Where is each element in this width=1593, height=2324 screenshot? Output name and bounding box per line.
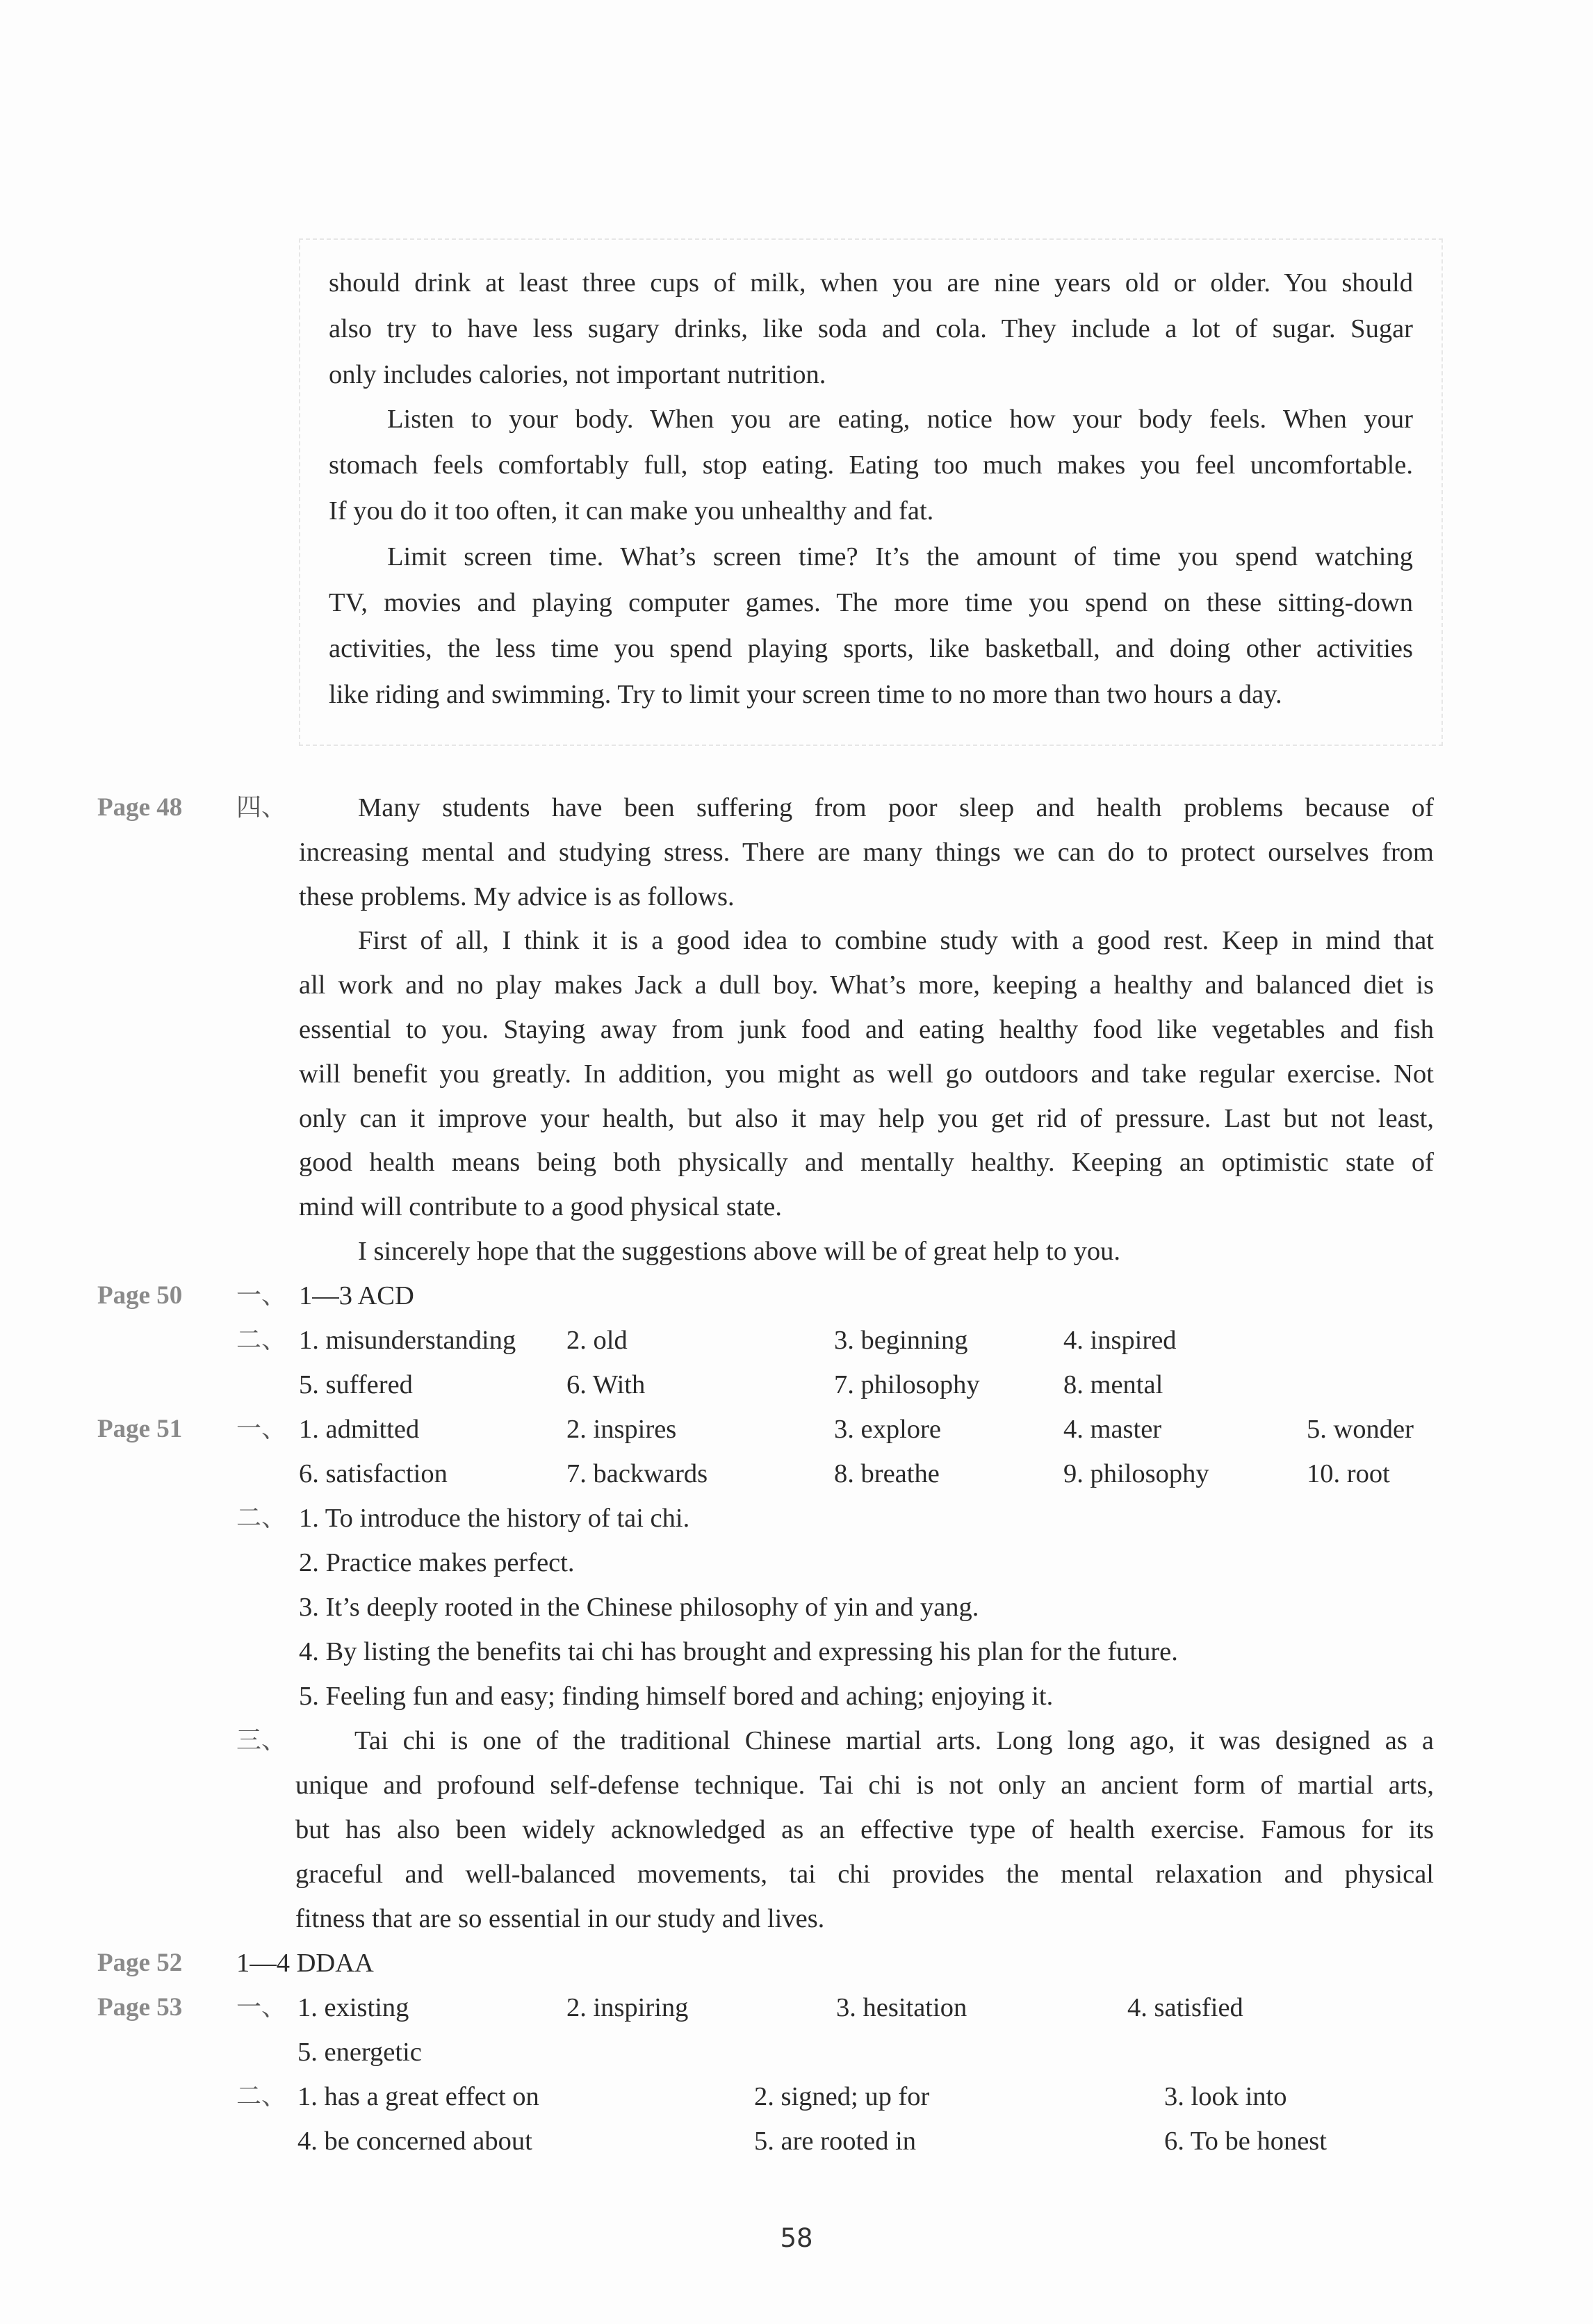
answer-item: 1. admitted — [299, 1415, 420, 1444]
answer-item: 5. suffered — [299, 1370, 413, 1399]
essay-line: unique and profound self-defense technique. Tai chi is not only an ancient form of martial arts, — [295, 1771, 1434, 1800]
answer-item: 3. hesitation — [836, 1993, 967, 2022]
answer-key: 1—3 ACD — [299, 1281, 414, 1310]
passage-line: Limit screen time. What’s screen time? It’s the amount of time you spend watching — [387, 542, 1413, 571]
answer-item: 6. With — [566, 1370, 646, 1399]
section-marker-4: 四、 — [236, 793, 287, 822]
answer-item: 2. inspiring — [566, 1993, 689, 2022]
answer-item: 10. root — [1307, 1459, 1390, 1488]
section-marker-1: 一、 — [236, 1415, 287, 1443]
essay-line: I sincerely hope that the suggestions above will be of great help to you. — [358, 1237, 1120, 1266]
answer-item: 4. satisfied — [1127, 1993, 1243, 2022]
essay-line: all work and no play makes Jack a dull boy. What’s more, keeping a healthy and balanced diet is — [299, 970, 1434, 1000]
essay-line: Tai chi is one of the traditional Chinese martial arts. Long long ago, it was designed as a — [354, 1726, 1434, 1755]
answer-item: 7. backwards — [566, 1459, 708, 1488]
passage-line: TV, movies and playing computer games. The more time you spend on these sitting-down — [329, 588, 1413, 617]
answer-item: 4. inspired — [1063, 1326, 1177, 1355]
page-number: 58 — [780, 2223, 813, 2253]
answer-item: 2. signed; up for — [754, 2082, 930, 2111]
answer-item: 1. misunderstanding — [299, 1326, 516, 1355]
passage-line: also try to have less sugary drinks, like soda and cola. They include a lot of sugar. Sugar — [329, 314, 1413, 343]
page-label-50: Page 50 — [97, 1281, 183, 1310]
answer-item: 4. master — [1063, 1415, 1162, 1444]
passage-line: Listen to your body. When you are eating, notice how your body feels. When your — [387, 405, 1413, 434]
answer-item: 5. energetic — [297, 2038, 422, 2067]
section-marker-1: 一、 — [236, 1281, 287, 1310]
essay-line: First of all, I think it is a good idea to combine study with a good rest. Keep in mind that — [358, 926, 1434, 955]
essay-line: graceful and well-balanced movements, tai chi provides the mental relaxation and physical — [295, 1860, 1434, 1889]
answer-item: 6. satisfaction — [299, 1459, 448, 1488]
answer-item: 2. old — [566, 1326, 628, 1355]
answer-key: 1—4 DDAA — [236, 1949, 374, 1978]
section-marker-2: 二、 — [236, 1504, 287, 1532]
passage-line: If you do it too often, it can make you unhealthy and fat. — [329, 496, 934, 526]
essay-line: only can it improve your health, but also it may help you get rid of pressure. Last but not least, — [299, 1104, 1434, 1133]
answer-item: 7. philosophy — [834, 1370, 980, 1399]
passage-line: activities, the less time you spend playing sports, like basketball, and doing other activities — [329, 634, 1413, 663]
passage-line: like riding and swimming. Try to limit your screen time to no more than two hours a day. — [329, 680, 1282, 709]
essay-line: fitness that are so essential in our study and lives. — [295, 1904, 825, 1933]
essay-line: essential to you. Staying away from junk food and eating healthy food like vegetables and fish — [299, 1015, 1434, 1044]
page-label-53: Page 53 — [97, 1993, 183, 2022]
section-marker-2: 二、 — [236, 2082, 287, 2111]
answer-item: 1. has a great effect on — [297, 2082, 539, 2111]
essay-line: Many students have been suffering from poor sleep and health problems because of — [358, 793, 1434, 822]
answer-item: 8. breathe — [834, 1459, 940, 1488]
passage-line: stomach feels comfortably full, stop eating. Eating too much makes you feel uncomfortable. — [329, 450, 1413, 480]
essay-line: will benefit you greatly. In addition, you might as well go outdoors and take regular exercise. Not — [299, 1059, 1434, 1089]
section-marker-2: 二、 — [236, 1326, 287, 1354]
passage-line: should drink at least three cups of milk, when you are nine years old or older. You should — [329, 268, 1413, 298]
essay-line: good health means being both physically and mentally healthy. Keeping an optimistic state of — [299, 1148, 1434, 1177]
section-marker-3: 三、 — [236, 1726, 287, 1755]
page-label-52: Page 52 — [97, 1949, 183, 1977]
answer-item: 3. explore — [834, 1415, 941, 1444]
answer-item: 5. are rooted in — [754, 2127, 917, 2156]
section-marker-1: 一、 — [236, 1993, 287, 2022]
answer-item: 2. inspires — [566, 1415, 677, 1444]
answer-item: 1. existing — [297, 1993, 409, 2022]
answer-item: 8. mental — [1063, 1370, 1163, 1399]
passage-line: only includes calories, not important nutrition. — [329, 360, 826, 389]
answer-sentence: 4. By listing the benefits tai chi has brought and expressing his plan for the future. — [299, 1637, 1178, 1666]
essay-line: these problems. My advice is as follows. — [299, 882, 735, 911]
page-label-51: Page 51 — [97, 1415, 183, 1443]
answer-item: 4. be concerned about — [297, 2127, 532, 2156]
answer-sentence: 2. Practice makes perfect. — [299, 1548, 575, 1577]
answer-item: 3. beginning — [834, 1326, 968, 1355]
answer-item: 5. wonder — [1307, 1415, 1414, 1444]
essay-line: mind will contribute to a good physical state. — [299, 1192, 783, 1221]
answer-sentence: 3. It’s deeply rooted in the Chinese philosophy of yin and yang. — [299, 1593, 979, 1622]
answer-item: 6. To be honest — [1164, 2127, 1327, 2156]
essay-line: increasing mental and studying stress. There are many things we can do to protect ourselves from — [299, 838, 1434, 867]
essay-line: but has also been widely acknowledged as an effective type of health exercise. Famous for its — [295, 1815, 1434, 1844]
answer-item: 3. look into — [1164, 2082, 1287, 2111]
answer-sentence: 1. To introduce the history of tai chi. — [299, 1504, 690, 1533]
page-label-48: Page 48 — [97, 793, 183, 822]
answer-sentence: 5. Feeling fun and easy; finding himself bored and aching; enjoying it. — [299, 1682, 1054, 1711]
answer-item: 9. philosophy — [1063, 1459, 1209, 1488]
